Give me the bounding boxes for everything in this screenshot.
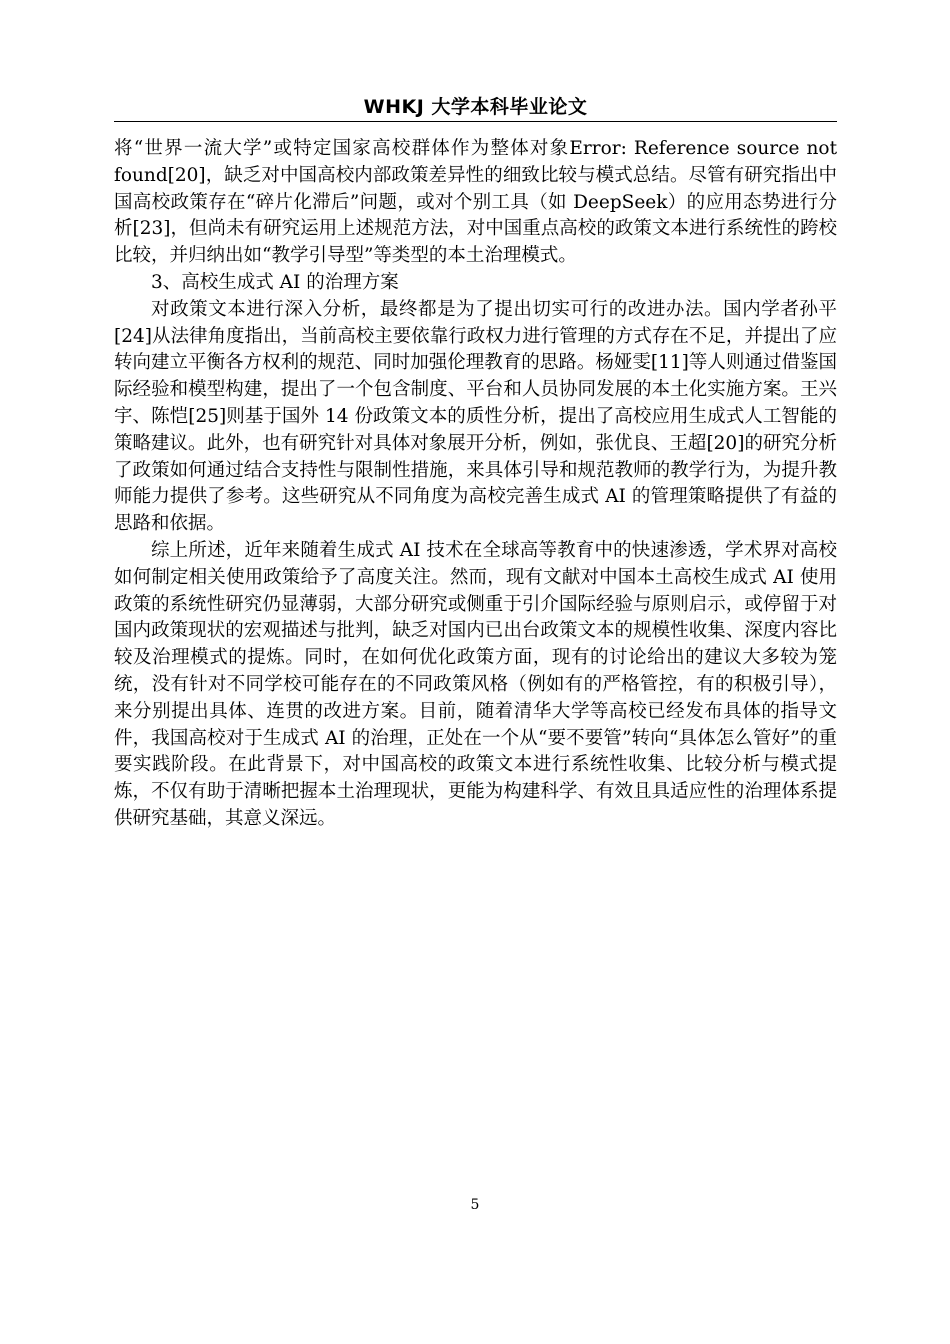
section-heading: 3、高校生成式 AI 的治理方案	[151, 271, 399, 293]
header-rule	[114, 121, 837, 122]
paragraph-governance: 对政策文本进行深入分析，最终都是为了提出切实可行的改进办法。国内学者孙平[24]从法律角度指出，当前高校主要依靠行政权力进行管理的方式存在不足，并提出了应转向建立平衡各方权利的规范、同时加强伦理教育的思路。杨娅雯[11]等人则通过借鉴国际经验和模型构建，提出了一个包含制度、平台和人员协同发展的本土化实施方案。王兴宇、陈恺[25]则基于国外 14 份政策文本的质性分析，提出了高校应用生成式人工智能的策略建议。此外，也有研究针对具体对象展开分析，例如，张优良、王超[20]的研究分析了政策如何通过结合支持性与限制性措施，来具体引导和规范教师的教学行为，为提升教师能力提供了参考。这些研究从不同角度为高校完善生成式 AI 的管理策略提供了有益的思路和依据。	[114, 298, 837, 535]
page-number: 5	[470, 1197, 480, 1213]
running-header: WHKJ 大学本科毕业论文	[363, 96, 588, 118]
paragraph-continued: 将“世界一流大学”或特定国家高校群体作为整体对象Error: Reference source not found[20]，缺乏对中国高校内部政策差异性的细致比较与模式总结。尽管有研究指出中国高校政策存在“碎片化滞后”问题，或对个别工具（如 DeepSeek）的应用态势进行分析[23]，但尚未有研究运用上述规范方法，对中国重点高校的政策文本进行系统性的跨校比较，并归纳出如“教学引导型”等类型的本土治理模式。	[114, 138, 837, 267]
body-text	[114, 136, 837, 833]
paragraph-summary: 综上所述，近年来随着生成式 AI 技术在全球高等教育中的快速渗透，学术界对高校如何制定相关使用政策给予了高度关注。然而，现有文献对中国本土高校生成式 AI 使用政策的系统性研究仍显薄弱，大部分研究或侧重于引介国际经验与原则启示，或停留于对国内政策现状的宏观描述与批判，缺乏对国内已出台政策文本的规模性收集、深度内容比较及治理模式的提炼。同时，在如何优化政策方面，现有的讨论给出的建议大多较为笼统，没有针对不同学校可能存在的不同政策风格（例如有的严格管控，有的积极引导），来分别提出具体、连贯的改进方案。目前，随着清华大学等高校已经发布具体的指导文件，我国高校对于生成式 AI 的治理，正处在一个从“要不要管”转向“具体怎么管好”的重要实践阶段。在此背景下，对中国高校的政策文本进行系统性收集、比较分析与模式提炼，不仅有助于清晰把握本土治理现状，更能为构建科学、有效且具适应性的治理体系提供研究基础，其意义深远。	[114, 539, 837, 829]
